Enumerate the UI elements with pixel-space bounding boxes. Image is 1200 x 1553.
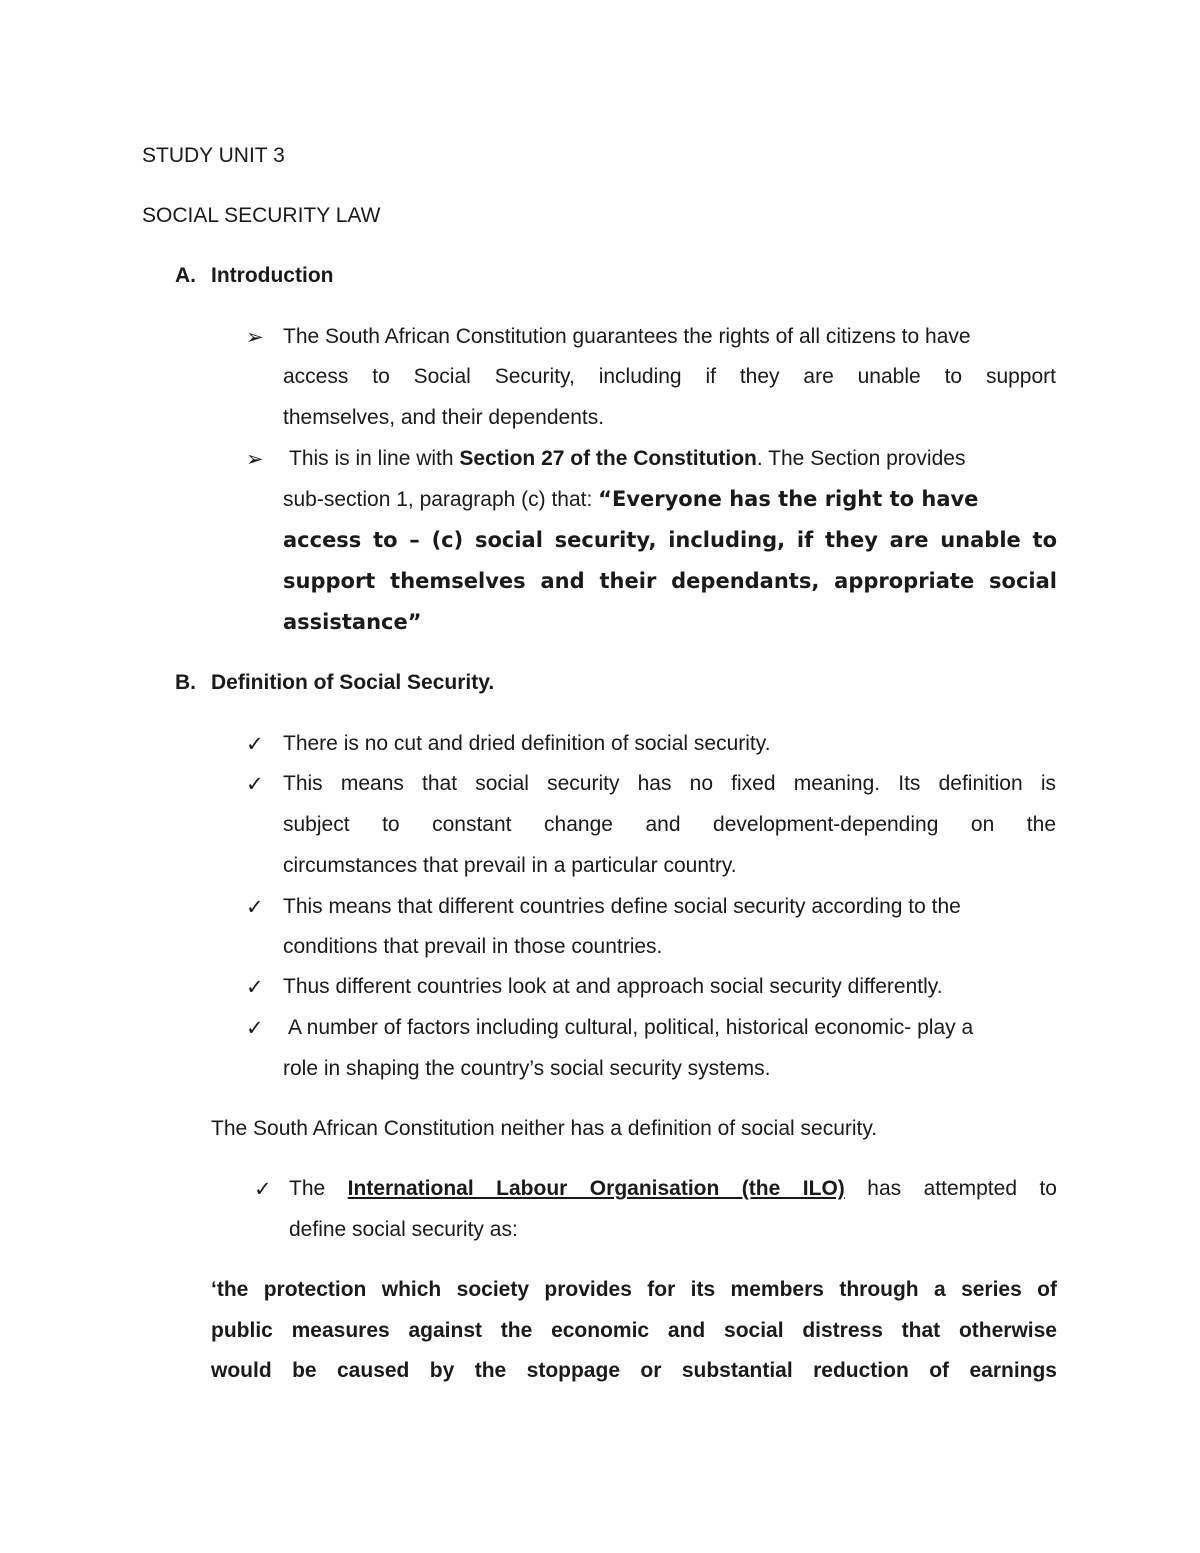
ilo-line1 — [289, 1176, 1057, 1202]
section-a-heading: Introduction — [211, 264, 334, 287]
section-b-heading: Definition of Social Security. — [211, 671, 495, 694]
check-item-2-line2: subject to constant change and development-depending on the — [283, 813, 1056, 836]
bullet2-line1-pre: This is in line with — [289, 447, 460, 470]
constitution-quote-start: “Everyone has the right to have — [598, 487, 979, 511]
section-27-reference: Section 27 of the Constitution — [459, 447, 757, 470]
check-item-3-line1: This means that different countries define social security according to the — [283, 895, 961, 918]
bullet2-line1 — [289, 446, 965, 472]
check-item-1: There is no cut and dried definition of social security. — [283, 732, 771, 755]
ilo-post: has attempted to — [844, 1177, 1057, 1200]
checkmark-icon: ✓ — [246, 895, 264, 919]
checkmark-icon: ✓ — [246, 1016, 264, 1040]
bullet2-line2 — [283, 486, 978, 513]
bullet2-quote-line3: access to – (c) social security, including, if they are unable to — [283, 528, 1057, 552]
ilo-line2: define social security as: — [289, 1218, 518, 1241]
checkmark-icon: ✓ — [246, 975, 264, 999]
bullet2-quote-line4: support themselves and their dependants, appropriate social — [283, 569, 1057, 593]
ilo-definition-line3: would be caused by the stoppage or substantial reduction of earnings — [211, 1359, 1057, 1382]
ilo-definition-line2: public measures against the economic and social distress that otherwise — [211, 1319, 1057, 1342]
checkmark-icon: ✓ — [254, 1177, 272, 1201]
ilo-definition-line1: ‘the protection which society provides for its members through a series of — [211, 1278, 1057, 1301]
section-b-letter: B. — [175, 671, 196, 694]
check-item-2-line3: circumstances that prevail in a particular country. — [283, 854, 737, 877]
bullet1-line1: The South African Constitution guarantees the rights of all citizens to have — [283, 325, 971, 348]
check-item-5-line2: role in shaping the country’s social security systems. — [283, 1057, 771, 1080]
check-item-2-line1: This means that social security has no fixed meaning. Its definition is — [283, 772, 1056, 795]
arrow-bullet-icon: ➢ — [246, 325, 264, 349]
page-subtitle: SOCIAL SECURITY LAW — [142, 204, 381, 227]
bullet1-line3: themselves, and their dependents. — [283, 406, 605, 429]
bullet1-line2: access to Social Security, including if they are unable to support — [283, 365, 1056, 388]
ilo-link[interactable]: International Labour Organisation (the ILO) — [347, 1177, 845, 1200]
check-item-4: Thus different countries look at and approach social security differently. — [283, 975, 943, 998]
arrow-bullet-icon: ➢ — [246, 447, 264, 471]
section-a-letter: A. — [175, 264, 196, 287]
page-title: STUDY UNIT 3 — [142, 144, 285, 167]
check-item-3-line2: conditions that prevail in those countries. — [283, 935, 663, 958]
bullet2-line1-post: . The Section provides — [756, 447, 966, 470]
checkmark-icon: ✓ — [246, 772, 264, 796]
ilo-pre: The — [289, 1177, 348, 1200]
bullet2-quote-line5: assistance” — [283, 610, 422, 634]
constitution-note: The South African Constitution neither has a definition of social security. — [211, 1117, 878, 1140]
bullet2-line2-pre: sub-section 1, paragraph (c) that: — [283, 488, 599, 511]
check-item-5-line1: A number of factors including cultural, political, historical economic- play a — [288, 1016, 974, 1039]
checkmark-icon: ✓ — [246, 732, 264, 756]
